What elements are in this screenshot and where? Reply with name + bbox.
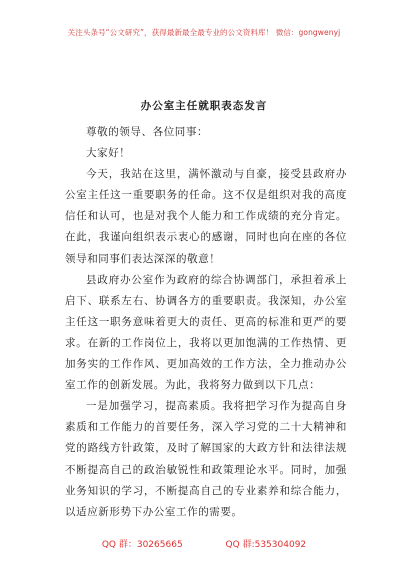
body-paragraph-3: 一是加强学习，提高素质。我将把学习作为提高自身素质和工作能力的首要任务，深入学习党的二十大精神和党的路线方针政策，及时了解国家的大政方针和法律法规不断提高自己的政治敏锐性和政策理论水平。同时，加强业务知识的学习，不断提高自己的专业素养和综合能力，以适应新形势下办公室工作的需要。 bbox=[65, 400, 347, 518]
document-body bbox=[65, 120, 347, 523]
header-banner: 关注头条号“公文研究”，获得最新最全最专业的公文资料库！ 微信：gongwenyj bbox=[67, 28, 341, 37]
footer-qq-group-2: QQ 群:535304092 bbox=[225, 540, 307, 550]
footer-contacts bbox=[0, 537, 408, 550]
salutation: 尊敬的领导、各位同事： bbox=[86, 126, 209, 138]
document-title: 办公室主任就职表态发言 bbox=[140, 100, 268, 112]
body-paragraph-2: 县政府办公室作为政府的综合协调部门，承担着承上启下、联系左右、协调各方的重要职责。我深知，办公室主任这一职务意味着更大的责任、更高的标准和更严的要求。在新的工作岗位上，我将以更加饱满的工作热情、更加务实的工作作风、更加高效的工作方法，全力推动办公室工作的创新发展。为此，我将努力做到以下几点： bbox=[65, 273, 347, 392]
footer-qq-group-1: QQ 群：30265665 bbox=[101, 540, 183, 550]
greeting-line: 大家好！ bbox=[86, 147, 131, 160]
body-paragraph-1: 今天，我站在这里，满怀激动与自豪，接受县政府办公室主任这一重要职务的任命。这不仅是组织对我的高度信任和认可，也是对我个人能力和工作成绩的充分肯定。在此，我谨向组织表示衷心的感谢，同时也向在座的各位领导和同事们表达深深的敬意！ bbox=[65, 168, 347, 265]
